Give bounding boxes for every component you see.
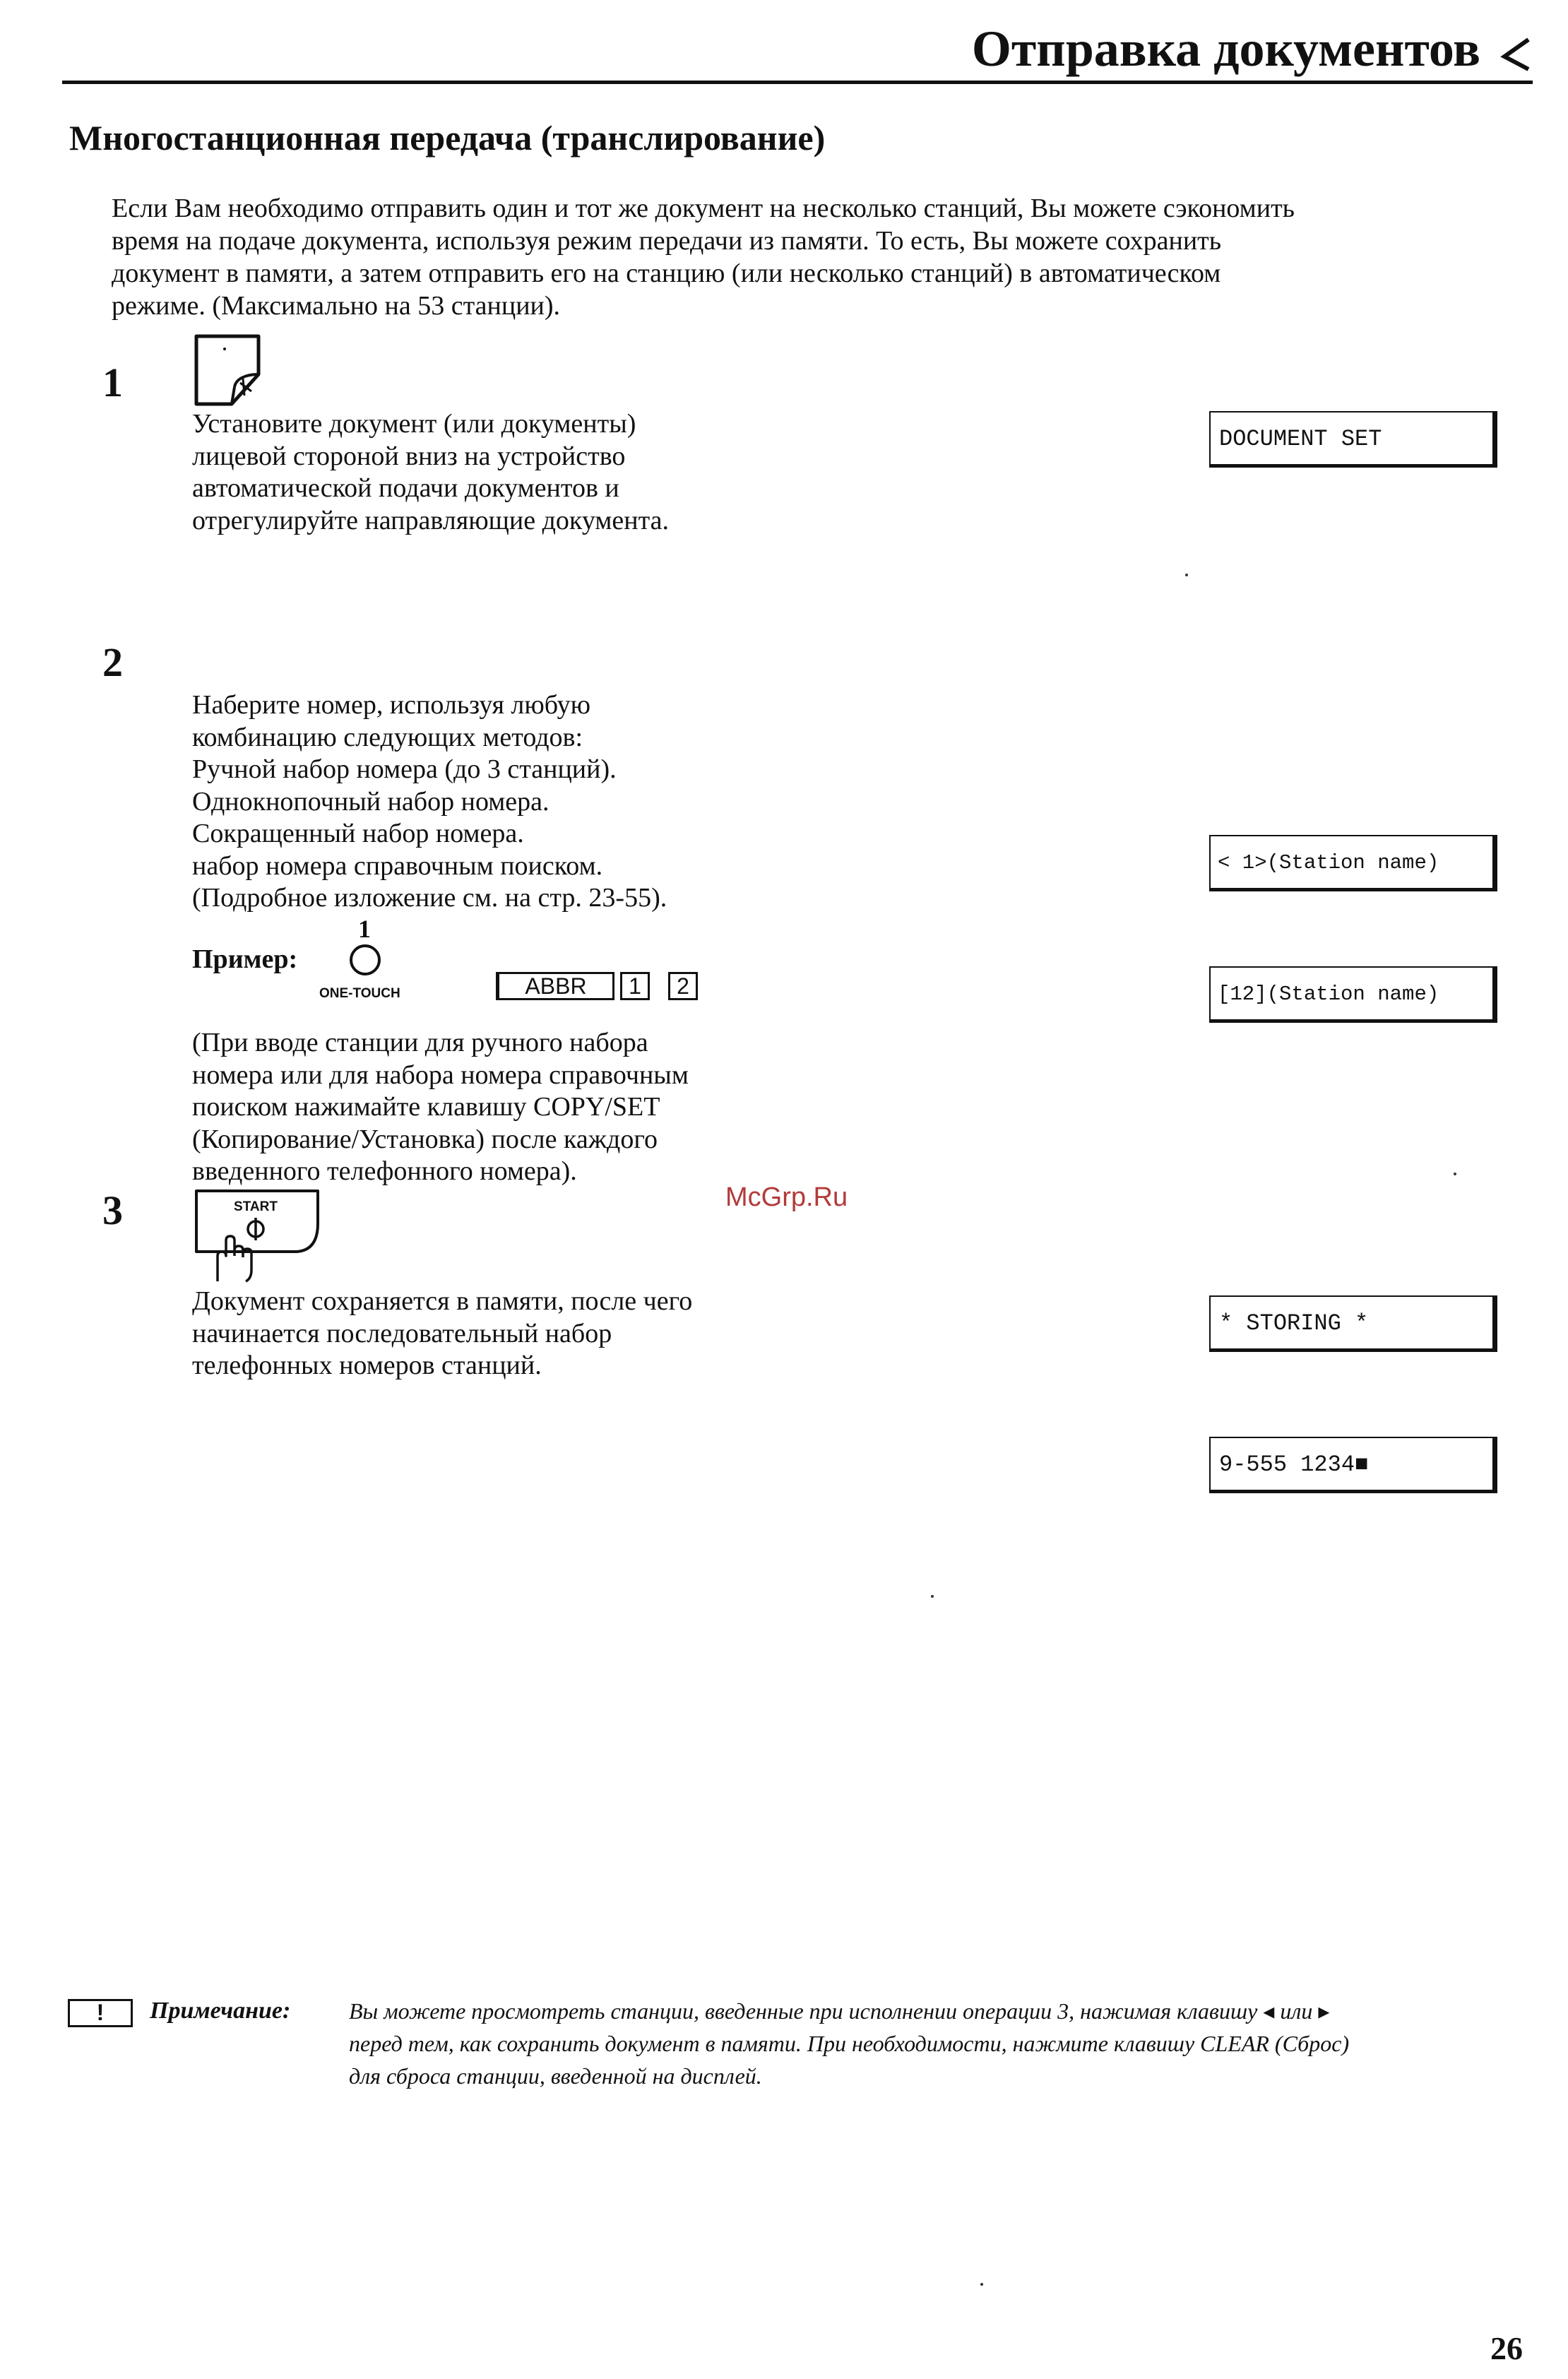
lcd-display-storing: * STORING * <box>1209 1295 1497 1352</box>
step-number: 2 <box>102 639 123 685</box>
header-divider <box>62 81 1533 84</box>
step-line: поиском нажимайте клавишу COPY/SET <box>192 1092 660 1122</box>
step-line: Наберите номер, используя любую <box>192 690 591 720</box>
note-label: Примечание: <box>150 1998 291 2024</box>
step-line: Сокращенный набор номера. <box>192 819 524 848</box>
section-title: Многостанционная передача (транслирование) <box>69 118 826 158</box>
watermark-text: McGrp.Ru <box>725 1182 848 1212</box>
lcd-display-station-1: < 1>(Station name) <box>1209 835 1497 891</box>
scan-speckle <box>980 2283 983 2286</box>
step-2-note <box>192 1027 689 1188</box>
step-line: (При вводе станции для ручного набора <box>192 1028 648 1057</box>
document-page-icon <box>194 333 264 408</box>
intro-line: время на подаче документа, используя режим передачи из памяти. То есть, Вы можете сохранить <box>112 226 1222 256</box>
page-header-title <box>972 20 1531 78</box>
step-line: отрегулируйте направляющие документа. <box>192 505 670 535</box>
scan-speckle <box>1454 1173 1456 1175</box>
step-number: 3 <box>102 1187 123 1233</box>
step-line: лицевой стороной вниз на устройство <box>192 441 626 471</box>
intro-line: Если Вам необходимо отправить один и тот же документ на несколько станций, Вы можете сэкономить <box>112 194 1295 223</box>
scan-speckle <box>931 1595 934 1598</box>
step-line: (Подробное изложение см. на стр. 23-55). <box>192 883 667 913</box>
step-line: Ручной набор номера (до 3 станций). <box>192 754 617 784</box>
digit-key-2-icon: 2 <box>668 972 698 1000</box>
step-line: автоматической подачи документов и <box>192 473 619 503</box>
one-touch-button-icon <box>350 944 381 975</box>
lcd-display-station-12: [12](Station name) <box>1209 966 1497 1023</box>
note-warning-icon: ! <box>68 1999 133 2027</box>
step-1-text <box>192 408 669 537</box>
step-line: Документ сохраняется в памяти, после чего <box>192 1286 693 1316</box>
page-number: 26 <box>1490 2330 1523 2366</box>
step-line: набор номера справочным поиском. <box>192 850 603 881</box>
step-line: введенного телефонного номера). <box>192 1156 577 1186</box>
step-number: 1 <box>102 360 123 405</box>
header-title-text: Отправка документов <box>971 20 1480 77</box>
step-line: начинается последовательный набор <box>192 1318 612 1348</box>
digit-key-1-icon: 1 <box>620 972 650 1000</box>
start-button-icon <box>191 1188 325 1284</box>
step-line: (Копирование/Установка) после каждого <box>192 1124 658 1154</box>
abbr-key-icon: ABBR <box>496 972 614 1000</box>
note-line: Вы можете просмотреть станции, введенные при исполнении операции 3, нажимая клавишу ◂ или ▸ <box>349 1998 1330 2024</box>
example-label: Пример: <box>192 944 298 974</box>
step-line: комбинацию следующих методов: <box>192 722 583 752</box>
one-touch-number: 1 <box>358 915 371 943</box>
intro-line: режиме. (Максимально на 53 станции). <box>112 291 561 321</box>
step-line: Однокнопочный набор номера. <box>192 786 550 817</box>
scan-speckle <box>1185 574 1188 576</box>
note-line: для сброса станции, введенной на дисплей. <box>349 2063 762 2089</box>
lcd-display-document-set: DOCUMENT SET <box>1209 411 1497 468</box>
lcd-display-dialing: 9-555 1234■ <box>1209 1437 1497 1493</box>
one-touch-label: ONE-TOUCH <box>319 986 400 1001</box>
intro-paragraph <box>112 192 1517 322</box>
step-line: номера или для набора номера справочным <box>192 1060 689 1090</box>
step-line: телефонных номеров станций. <box>192 1351 542 1380</box>
intro-line: документ в памяти, а затем отправить его на станцию (или несколько станций) в автоматическом <box>112 259 1221 288</box>
start-key-label: START <box>234 1199 278 1214</box>
step-line: Установите документ (или документы) <box>192 409 636 439</box>
note-line: перед тем, как сохранить документ в памяти. При необходимости, нажмите клавишу CLEAR (Сброс) <box>349 2031 1350 2056</box>
note-text <box>349 1995 1514 2092</box>
left-arrow-icon <box>1500 35 1531 72</box>
step-3-text <box>192 1286 692 1382</box>
step-2-text <box>192 689 667 915</box>
